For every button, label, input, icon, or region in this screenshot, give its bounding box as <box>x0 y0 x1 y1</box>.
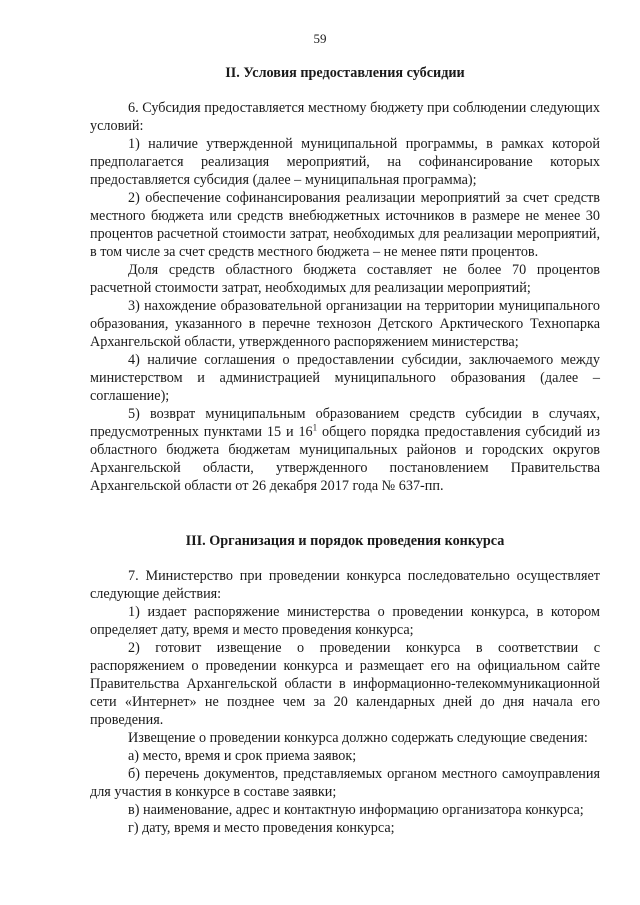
paragraph: б) перечень документов, представляемых органом местного самоуправления для участия в конкурсе в составе заявки; <box>90 766 600 800</box>
paragraph-5 <box>90 405 600 495</box>
paragraph: 1) издает распоряжение министерства о проведении конкурса, в котором определяет дату, время и место проведения конкурса; <box>90 604 600 638</box>
section-2-body <box>90 99 600 495</box>
superscript: 1 <box>312 422 318 433</box>
page-number: 59 <box>313 31 327 46</box>
paragraph: 6. Субсидия предоставляется местному бюджету при соблюдении следующих условий: <box>90 100 600 134</box>
paragraph: в) наименование, адрес и контактную информацию организатора конкурса; <box>128 802 584 818</box>
paragraph: Доля средств областного бюджета составляет не более 70 процентов расчетной стоимости затрат, необходимых для реализации мероприятий; <box>90 262 600 296</box>
paragraph-5-text-b: общего порядка предоставления субсидий из областного бюджета бюджетам муниципальных районов и городских округов Архангельской области, утвержденного постановлением Правительства Архангельской области от 26 декабря 2017 года № 637-пп. <box>90 424 600 494</box>
paragraph: Извещение о проведении конкурса должно содержать следующие сведения: <box>128 730 588 746</box>
paragraph: 4) наличие соглашения о предоставлении субсидии, заключаемого между министерством и администрацией муниципального образования (далее – соглашение); <box>90 352 600 404</box>
paragraph: 2) обеспечение софинансирования реализации мероприятий за счет средств местного бюджета или средств внебюджетных источников в размере не менее 30 процентов расчетной стоимости затрат, необходимых для реализации мероприятий, в том числе за счет средств местного бюджета – не менее пяти процентов. <box>90 190 600 260</box>
paragraph: 7. Министерство при проведении конкурса последовательно осуществляет следующие действия: <box>90 568 600 602</box>
paragraph: 2) готовит извещение о проведении конкурса в соответствии с распоряжением о проведении конкурса и размещает его на официальном сайте Правительства Архангельской области в информационно-телекоммуникационной сети «Интернет» не позднее чем за 20 календарных дней до дня начала его проведения. <box>90 640 600 728</box>
section-3-heading: III. Организация и порядок проведения конкурса <box>185 533 505 549</box>
section-2-heading: II. Условия предоставления субсидии <box>225 65 465 81</box>
paragraph-5-text-a: 5) возврат муниципальным образованием средств субсидии в случаях, предусмотренных пунктами 15 и 16 <box>90 406 600 440</box>
paragraph: а) место, время и срок приема заявок; <box>128 748 357 764</box>
paragraph: 1) наличие утвержденной муниципальной программы, в рамках которой предполагается реализация мероприятий, на софинансирование которых предоставляется субсидия (далее – муниципальная программа); <box>90 136 600 188</box>
paragraph: г) дату, время и место проведения конкурса; <box>128 820 395 836</box>
paragraph: 3) нахождение образовательной организации на территории муниципального образования, указанного в перечне технозон Детского Арктического Технопарка Архангельской области, утвержденного распоряжением министерства; <box>90 298 600 350</box>
section-3-body <box>90 567 600 837</box>
